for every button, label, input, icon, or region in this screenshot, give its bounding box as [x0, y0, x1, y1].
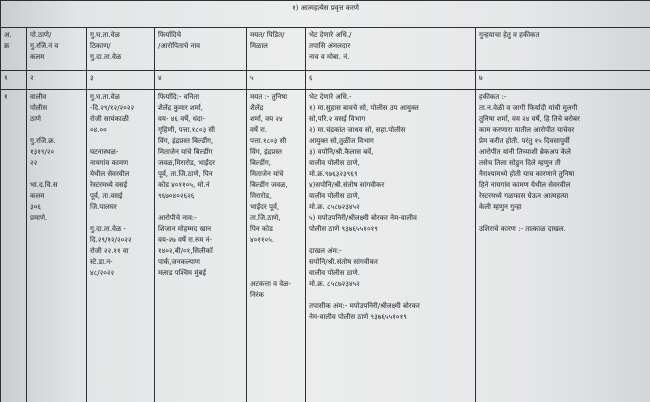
report-title: १) आत्महत्येस प्रवृत्त करणे — [1, 1, 650, 28]
column-number: १ — [1, 71, 27, 90]
cell-occurrence: गु.घ.ता.वेळ -दि.२९/१२/२०२२ रोजी सायंकाळी ०४.०० घटनास्थळ- नायगांव कामण येथील सेवरवील रेस्टरमध्ये वसई पूर्व, ता.वसई जि.पालघर गु.दा.ता.वेळ - दि.२९/१२/२०२२ रोजी २२.११ वा स्टे.डा.न- ४८/२०२२ — [87, 90, 155, 402]
header-occurrence: गु.घ.ता.वेळ ठिकाण/ गु.दा.ता.वेळ — [87, 28, 155, 71]
column-number: ७ — [476, 71, 650, 90]
header-officers: भेट देणारे अधि./ तपासि अंमलदार नाव व मोबा. नं. — [306, 28, 476, 71]
cell-names: फिर्यादि:- वनिता शैलेंद्र कुमार शर्मा, वय- ४६ वर्षे, धंदा- गृहिणी, पत्ता.१८०३ सी विंग, इंद्रप्रस्त बिल्डींग, मिताजेन यांचे बिल्डींग जवळ,मिरारोड, भाईंदर पूर्व, ता.जि.ठाणे, पिन कोड ४०११०५, मो.नं ९६७०४०२६२६ आरोपीचे नाव:- शिजान मोहम्मद खान वय-२७ वर्षे रा.रुम नं- १४०२,बी/०१,सिलीकॉ पार्क,जनकल्याण मलाड पश्चिम मुंबई — [155, 90, 247, 402]
column-number: ५ — [247, 71, 306, 90]
column-number: ४ — [155, 71, 247, 90]
cell-deceased: मयत :- तुनिषा शैलेंद्र शर्मा, वय २४ वर्षे रा. पत्ता.१८०३ सी विंग, इंद्रप्रस्त बिल्डींग, मिताजेन यांचे बिल्डींग जवळ, मिरारोड, भाईंदर पूर्व, ता.जि.ठाणे, पिन कोड ४०११०५. अटकत्ता व वेळ- निरंक — [247, 90, 306, 402]
cell-story: हकीकत :- ता.न.वेळी व जागी फिर्यादी यांची मुलगी तुनिषा शर्मा, वय २४ वर्षे, हि तिचे बरोबर काम करणारा यातील आरोपीत याचेवर प्रेम करीत होती. परंतु १५ दिवसापुर्वी आरोपीत यांनी तिच्याशी ब्रेकअप केले तसेच तिला सोडुन दिले म्हणुन ती नैराश्यामध्ये होती याच कारणाने तुनिषा हिने नायगांव कामण येथील सेवरवील रेस्टरमध्ये गळफास घेऊन आत्महत्या केली म्हणुन गुन्हा उशिराचे कारण :- तात्काळ दाखल. — [476, 90, 650, 402]
cell-serial: १ — [1, 90, 27, 402]
header-story: गुन्हयाचा हेतु व हकीकत — [476, 28, 650, 71]
cell-station: वालीव पोलीस ठाणे गु.रजि.क्र. १३१९/२० २२ भा.द.वि.स कलम ३०६ प्रमाणे. — [27, 90, 87, 402]
header-station: पो.ठाणे/ गु.रजि.नं व कलम — [27, 28, 87, 71]
header-names: फिर्यादिचे /आरोपिताचे नाव — [155, 28, 247, 71]
header-serial: अ. क्र — [1, 28, 27, 71]
cell-officers: भेट देणारे अधि.- १) मा.सुहास बावचे सो, पोलीस उप आयुक्त सो,परि.२ वसई विभाग २) मा.चंद्रकांत जाधव सो, सहा.पोलीस आयुक्त सो,तुळींज विभाग ३) वपोनि/श्री.कैलास बर्वे, वालीव पोलीस ठाणे, मो.क्र.९७६३२३९६९ ४)सपोनि/श्री.संतोष सांगवीकर वालीव पोलीस ठाणे, मो.क्र. ८५८७२३४५२ ५) मपोउपनिरी/श्रीलक्ष्मी बोरकर नेम-वालीव पोलीस ठाणे ९३७६५५१०१९ दाखल अंम:- सपोनि/श्री.संतोष सांगवीकर वालीव पोलीस ठाणे. मो.क्र. ८५८७२३४५२ तपासीक अंम:- मपोउपनिरी/श्रीलक्ष्मी बोरकर नेम-वालीव पोलीस ठाणे ९३७६५५१०१९ — [306, 90, 476, 402]
column-number: ६ — [306, 71, 476, 90]
column-number: ३ — [87, 71, 155, 90]
header-deceased: मयत/ पिडित/ मिळाल — [247, 28, 306, 71]
column-number: २ — [27, 71, 87, 90]
